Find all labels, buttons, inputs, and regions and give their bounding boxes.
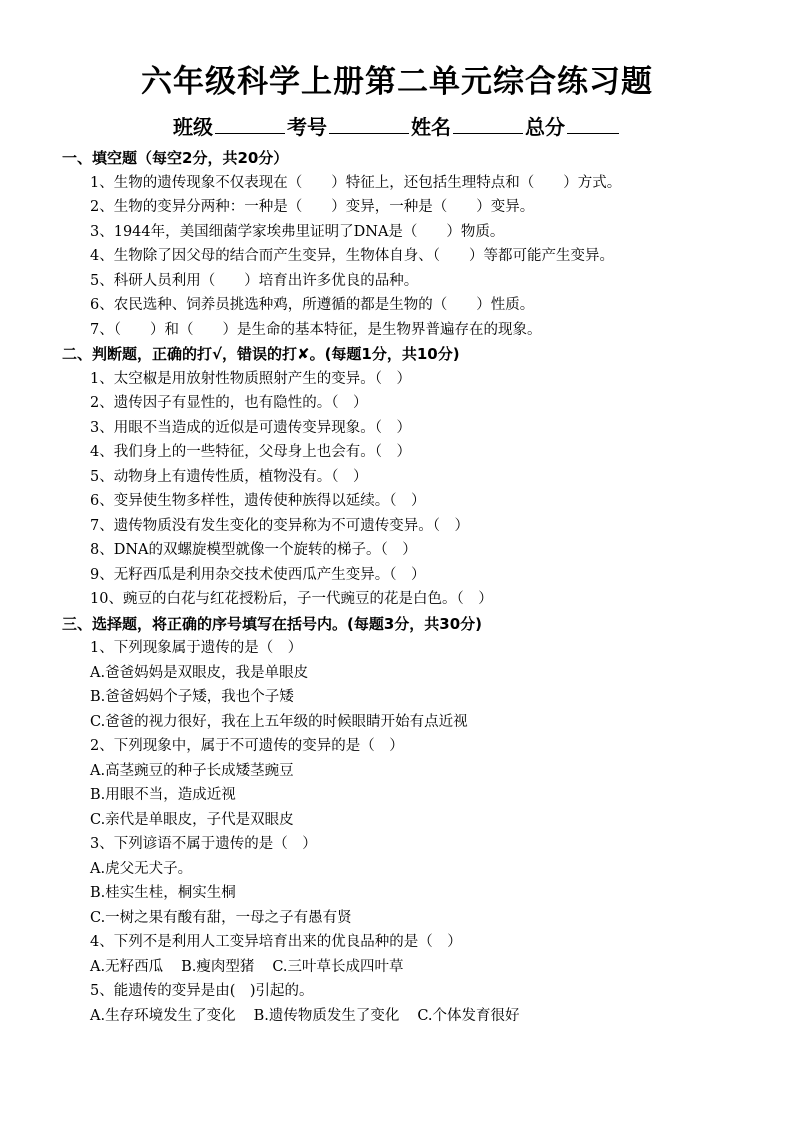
option-row [62, 1004, 762, 1029]
question-item: 4、生物除了因父母的结合而产生变异，生物体自身、（ ）等都可能产生变异。 [90, 248, 614, 264]
question-item: 4、我们身上的一些特征，父母身上也会有。（ ） [90, 444, 411, 460]
question-item: 4、下列不是利用人工变异培育出来的优良品种的是（ ） [90, 934, 462, 950]
question-item: 3、1944年，美国细菌学家埃弗里证明了DNA是（ ）物质。 [90, 223, 505, 240]
page-title: 六年级科学上册第二单元综合练习题 [141, 64, 653, 100]
info-label: 姓名 [411, 115, 451, 139]
question-item: 2、遗传因子有显性的，也有隐性的。（ ） [90, 395, 368, 411]
question-item: 5、能遗传的变异是由( )引起的。 [90, 983, 314, 999]
question-item: 1、下列现象属于遗传的是（ ） [90, 640, 303, 656]
true-false-questions [62, 367, 762, 612]
question-item: 2、生物的变异分两种：一种是（ ）变异，一种是（ ）变异。 [90, 199, 535, 215]
question-item: 7、遗传物质没有发生变化的变异称为不可遗传变异。（ ） [90, 517, 469, 534]
option-item: C.一树之果有酸有甜，一母之子有愚有贤 [90, 909, 352, 926]
info-field [411, 111, 525, 141]
info-blank [329, 111, 409, 134]
option-item: A.爸爸妈妈是双眼皮，我是单眼皮 [90, 664, 309, 681]
question-item: 8、DNA的双螺旋模型就像一个旋转的梯子。（ ） [90, 542, 417, 558]
question-item: 1、生物的遗传现象不仅表现在（ ）特征上，还包括生理特点和（ ）方式。 [90, 174, 622, 191]
exam-content [62, 146, 762, 1028]
question-item: 10、豌豆的白花与红花授粉后，子一代豌豆的花是白色。（ ） [90, 591, 493, 607]
question-item: 5、科研人员利用（ ）培育出许多优良的品种。 [90, 272, 419, 289]
info-field [287, 111, 411, 141]
question-item: 2、下列现象中，属于不可遗传的变异的是（ ） [90, 738, 404, 754]
info-field [173, 111, 287, 141]
question-item: 9、无籽西瓜是利用杂交技术使西瓜产生变异。（ ） [90, 566, 426, 583]
option-item: A.无籽西瓜 [90, 958, 164, 975]
info-label: 班级 [173, 115, 213, 139]
option-item: C.三叶草长成四叶草 [272, 958, 404, 975]
multiple-choice-questions [62, 636, 762, 1028]
option-item: B.瘦肉型猪 [181, 958, 255, 975]
option-item: C.爸爸的视力很好，我在上五年级的时候眼睛开始有点近视 [90, 713, 468, 730]
option-item: B.爸爸妈妈个子矮，我也个子矮 [90, 689, 294, 705]
question-item: 7、（ ）和（ ）是生命的基本特征，是生物界普遍存在的现象。 [90, 321, 542, 338]
option-item: A.生存环境发生了变化 [90, 1007, 236, 1024]
option-row [62, 955, 762, 980]
option-item: C.个体发育很好 [417, 1007, 520, 1024]
info-blank [453, 111, 523, 134]
question-item: 6、农民选种、饲养员挑选种鸡，所遵循的都是生物的（ ）性质。 [90, 297, 535, 313]
section-title-multiple-choice: 三、选择题，将正确的序号填写在括号内。(每题3分，共30分) [62, 614, 483, 633]
option-item: B.桂实生桂，桐实生桐 [90, 885, 236, 901]
option-item: B.用眼不当，造成近视 [90, 787, 236, 803]
option-item: B.遗传物质发生了变化 [253, 1007, 400, 1024]
section-title-fill-in: 一、填空题（每空2分，共20分） [62, 149, 289, 167]
info-label: 总分 [525, 115, 565, 139]
question-item: 1、太空椒是用放射性物质照射产生的变异。（ ） [90, 370, 411, 387]
question-item: 6、变异使生物多样性，遗传使种族得以延续。（ ） [90, 493, 426, 509]
info-blank [215, 111, 285, 134]
fill-in-questions [62, 171, 762, 343]
option-item: A.高茎豌豆的种子长成矮茎豌豆 [90, 762, 294, 779]
info-field [525, 111, 621, 141]
question-item: 3、用眼不当造成的近似是可遗传变异现象。（ ） [90, 419, 411, 436]
info-blank [567, 111, 619, 134]
section-title-true-false: 二、判断题，正确的打√，错误的打✘。(每题1分，共10分) [62, 345, 460, 363]
question-item: 5、动物身上有遗传性质，植物没有。（ ） [90, 468, 368, 485]
option-item: C.亲代是单眼皮，子代是双眼皮 [90, 811, 294, 828]
question-item: 3、下列谚语不属于遗传的是（ ） [90, 836, 317, 852]
info-label: 考号 [287, 115, 327, 139]
option-item: A.虎父无犬子。 [90, 860, 193, 877]
student-info-row [0, 111, 794, 141]
